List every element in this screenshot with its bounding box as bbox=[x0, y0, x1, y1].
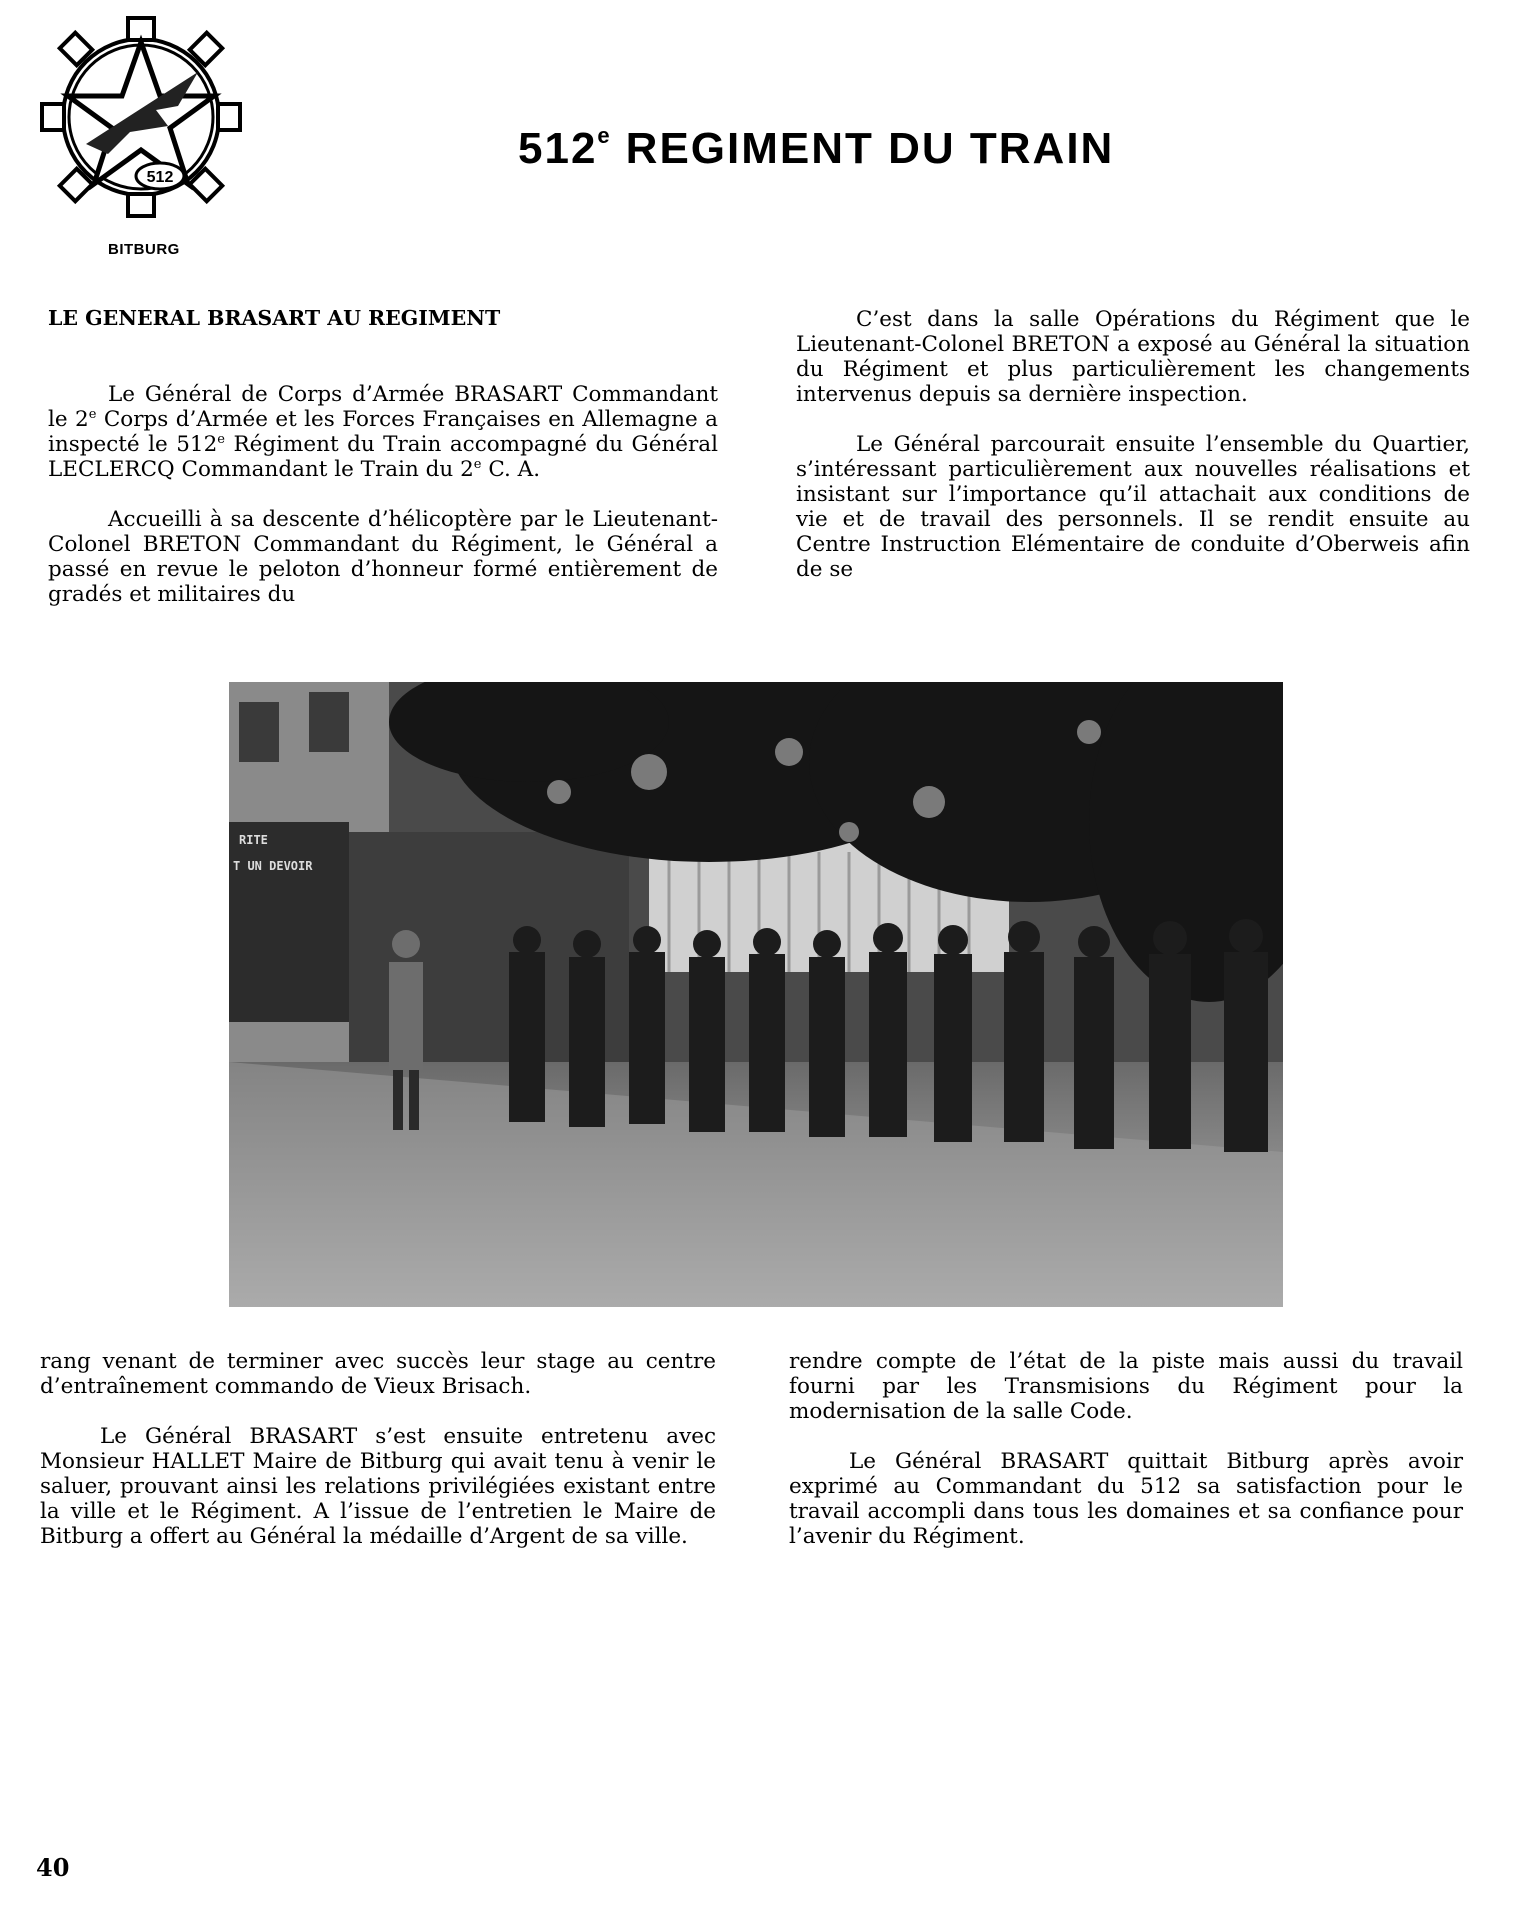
paragraph: Le Général BRASART quittait Bitburg après avoir exprimé au Commandant du 512 sa satisfaction pour le travail accompli dans tous les domaines et sa confiance pour l’avenir du Régiment. bbox=[789, 1449, 1463, 1549]
title-superscript: e bbox=[597, 123, 612, 149]
emblem-number: 512 bbox=[146, 169, 174, 186]
right-column-bottom bbox=[789, 1349, 1463, 1549]
paragraph: Le Général parcourait ensuite l’ensemble du Quartier, s’intéressant particulièrement aux nouvelles réalisations et insistant sur l’importance qu’il attachait aux conditions de vie et de travail des personnels. Il se rendit ensuite au Centre Instruction Elémentaire de conduite d’Oberweis afin de se bbox=[796, 432, 1470, 582]
text-run: Régiment du Train accompagné du Général LECLERCQ Commandant le Train du 2 bbox=[48, 432, 719, 482]
left-column-top bbox=[48, 382, 718, 607]
article-heading: LE GENERAL BRASART AU REGIMENT bbox=[48, 306, 501, 330]
text-run: C. A. bbox=[481, 457, 541, 482]
right-column-top bbox=[796, 307, 1470, 582]
sign-text-line-1: RITE bbox=[239, 833, 268, 847]
paragraph: rendre compte de l’état de la piste mais aussi du travail fourni par les Transmisions du Régiment pour la modernisation de la salle Code. bbox=[789, 1349, 1463, 1424]
paragraph: Le Général BRASART s’est ensuite entretenu avec Monsieur HALLET Maire de Bitburg qui avait tenu à venir le saluer, prouvant ainsi les relations privilégiées existant entre la ville et le Régiment. A l’issue de l’entretien le Maire de Bitburg a offert au Général la médaille d’Argent de sa ville. bbox=[40, 1424, 716, 1549]
regiment-emblem bbox=[38, 14, 244, 220]
emblem-graphic bbox=[38, 14, 244, 220]
title-text: REGIMENT DU TRAIN bbox=[625, 124, 1115, 173]
superscript: e bbox=[217, 431, 225, 447]
sign-text-line-2: T UN DEVOIR bbox=[233, 859, 313, 873]
superscript: e bbox=[473, 456, 482, 472]
paragraph: C’est dans la salle Opérations du Régiment que le Lieutenant-Colonel BRETON a exposé au Général la situation du Régiment et plus particulièrement les changements intervenus depuis sa dernière inspection. bbox=[796, 307, 1470, 407]
text-run: Corps d’Armée et les Forces Françaises en Allemagne a inspecté le 512 bbox=[48, 407, 718, 457]
paragraph: Accueilli à sa descente d’hélicoptère par le Lieutenant-Colonel BRETON Commandant du Régiment, le Général a passé en revue le peloton d’honneur formé entièrement de gradés et militaires du bbox=[48, 507, 718, 607]
review-photo bbox=[229, 682, 1283, 1307]
superscript: e bbox=[88, 406, 97, 422]
paragraph: rang venant de terminer avec succès leur stage au centre d’entraînement commando de Vieux Brisach. bbox=[40, 1349, 716, 1399]
page-number: 40 bbox=[36, 1853, 70, 1882]
photo-graphic bbox=[229, 682, 1283, 1307]
title-number: 512 bbox=[518, 124, 598, 173]
page-title bbox=[518, 124, 1114, 174]
text-run: Le Général de Corps d’Armée BRASART Commandant le 2 bbox=[48, 382, 718, 432]
emblem-location: BITBURG bbox=[108, 241, 180, 258]
paragraph bbox=[48, 382, 718, 482]
left-column-bottom bbox=[40, 1349, 716, 1549]
